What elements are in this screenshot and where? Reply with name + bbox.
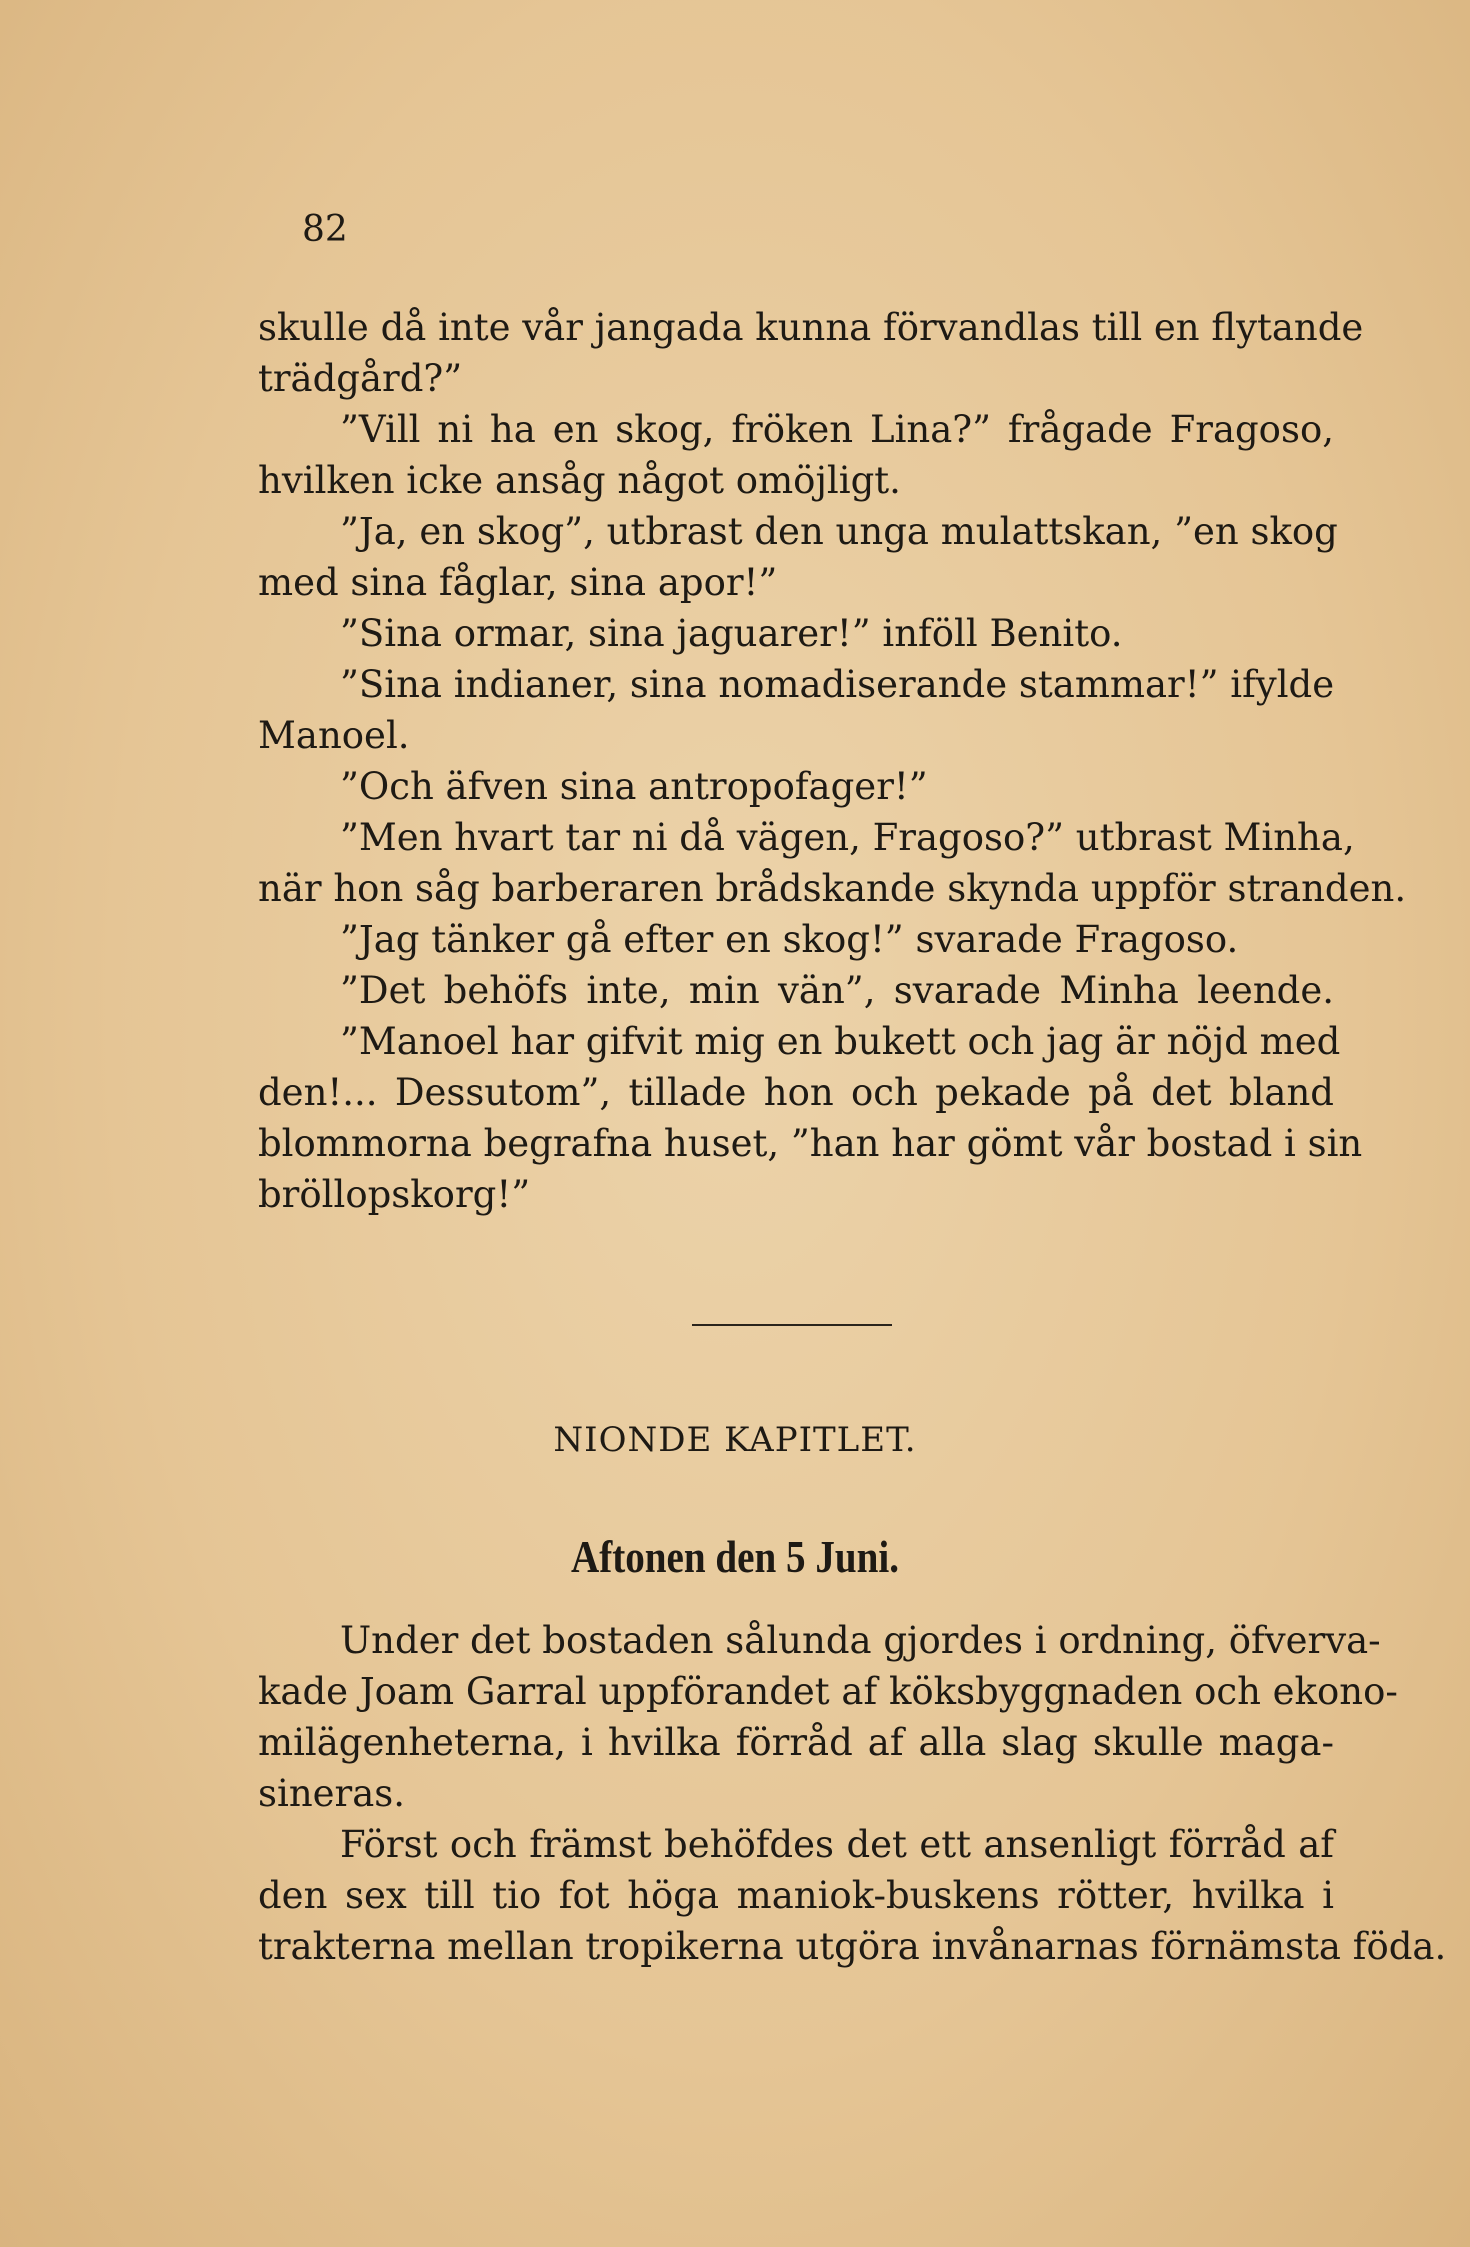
text-line: trädgård?” [258, 357, 463, 400]
chapter-label: NIONDE KAPITLET. [553, 1420, 917, 1460]
text-line: Manoel. [258, 714, 410, 757]
text-line: ”Manoel har gifvit mig en bukett och jag är nöjd med [340, 1020, 1341, 1063]
text-line: sineras. [258, 1772, 406, 1815]
text-line: kade Joam Garral uppförandet af köksbyggnaden och ekono- [258, 1670, 1398, 1713]
text-line: ”Sina ormar, sina jaguarer!” inföll Benito. [340, 612, 1123, 655]
text-line: skulle då inte vår jangada kunna förvandlas till en flytande [258, 306, 1364, 349]
text-line: trakterna mellan tropikerna utgöra invånarnas förnämsta föda. [258, 1925, 1447, 1968]
text-line: ”Ja, en skog”, utbrast den unga mulattskan, ”en skog [340, 510, 1338, 553]
text-line: ”Men hvart tar ni då vägen, Fragoso?” utbrast Minha, [340, 816, 1355, 859]
text-line: ”Det behöfs inte, min vän”, svarade Minha leende. [340, 969, 1334, 1012]
text-line: när hon såg barberaren brådskande skynda uppför stranden. [258, 867, 1407, 910]
chapter-title: Aftonen den 5 Juni. [570, 1531, 900, 1582]
text-line: den sex till tio fot höga maniok-buskens rötter, hvilka i [258, 1874, 1334, 1917]
text-line: hvilken icke ansåg något omöjligt. [258, 459, 901, 502]
text-line: blommorna begrafna huset, ”han har gömt vår bostad i sin [258, 1122, 1363, 1165]
text-block-bottom [258, 1615, 1447, 1972]
text-line: bröllopskorg!” [258, 1173, 531, 1216]
text-line: ”Vill ni ha en skog, fröken Lina?” frågade Fragoso, [340, 408, 1334, 451]
text-line: Först och främst behöfdes det ett ansenligt förråd af [340, 1823, 1334, 1866]
text-block-top [258, 302, 1407, 1220]
text-line: den!... Dessutom”, tillade hon och pekade på det bland [258, 1071, 1334, 1114]
text-line: ”Sina indianer, sina nomadiserande stammar!” ifylde [340, 663, 1335, 706]
text-line: med sina fåglar, sina apor!” [258, 561, 778, 604]
text-line: ”Jag tänker gå efter en skog!” svarade Fragoso. [340, 918, 1239, 961]
text-line: milägenheterna, i hvilka förråd af alla slag skulle maga- [258, 1721, 1334, 1764]
page-number: 82 [302, 209, 348, 250]
text-line: ”Och äfven sina antropofager!” [340, 765, 928, 808]
text-line: Under det bostaden sålunda gjordes i ordning, öfverva- [340, 1619, 1381, 1662]
section-divider [692, 1324, 892, 1326]
